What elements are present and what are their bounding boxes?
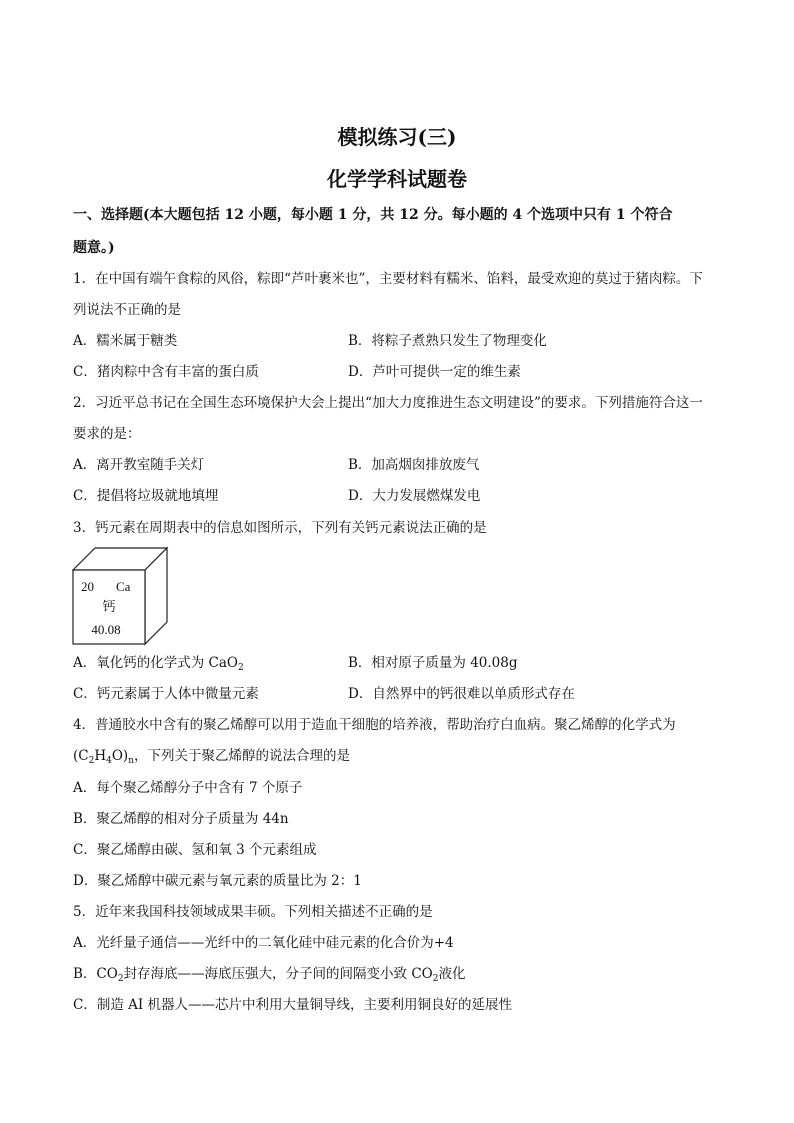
q2-stem-cont: 要求的是： [73,426,141,442]
q4-formula-sub: n [128,756,134,766]
q3-stem: 3．钙元素在周期表中的信息如图所示，下列有关钙元素说法正确的是 [73,520,487,536]
q2-option-c: C．提倡将垃圾就地填埋 [73,488,219,504]
q5-option-b-text: 封存海底——海底压强大，分子间的间隔变小致 CO [123,966,433,982]
element-name: 钙 [102,600,116,615]
q3-option-c: C．钙元素属于人体中微量元素 [73,686,259,702]
periodic-table-cell [72,546,172,646]
q5-option-b [73,964,466,989]
q4-stem: 4．普通胶水中含有的聚乙烯醇可以用于造血干细胞的培养液，帮助治疗白血病。聚乙烯醇的化学式为 [73,717,676,733]
section-heading-cont: 题意。) [73,240,115,256]
q4-formula-part: H [94,748,107,764]
q3-option-b: B．相对原子质量为 40.08g [348,655,518,671]
section-heading: 一、选择题(本大题包括 12 小题，每小题 1 分，共 12 分。每小题的 4 个选项中只有 1 个符合 [73,207,673,223]
q4-formula-sub: 2 [88,756,95,766]
q4-stem-cont [73,746,350,771]
q4-formula-part: (C [73,748,89,764]
q3-option-a-text: A．氧化钙的化学式为 CaO [73,655,238,671]
q1-option-c: C．猪肉粽中含有丰富的蛋白质 [73,364,259,380]
q4-formula-sub: 4 [106,756,112,766]
q1-stem: 1．在中国有端午食粽的风俗，粽即“芦叶裹米也”，主要材料有糯米、馅料，最受欢迎的莫过于猪肉粽。下 [73,271,703,287]
q5-stem: 5．近年来我国科技领域成果丰硕。下列相关描述不正确的是 [73,904,433,920]
page-title: 模拟练习(三) [337,125,457,149]
q4-option-d: D．聚乙烯醇中碳元素与氧元素的质量比为 2：1 [73,873,362,889]
q5-option-b-text: B．CO [73,966,118,982]
page-subtitle: 化学学科试题卷 [327,167,467,191]
q5-option-a: A．光纤量子通信——光纤中的二氧化硅中硅元素的化合价为+4 [73,935,454,951]
cube-outline [72,546,172,646]
atomic-mass: 40.08 [91,622,121,637]
q1-option-b: B．将粽子煮熟只发生了物理变化 [348,333,547,349]
q4-option-c: C．聚乙烯醇由碳、氢和氧 3 个元素组成 [73,842,317,858]
q5-option-c: C．制造 AI 机器人——芯片中利用大量铜导线，主要利用铜良好的延展性 [73,997,512,1013]
q4-formula-part: O) [111,748,129,764]
q4-option-a: A．每个聚乙烯醇分子中含有 7 个原子 [73,780,303,796]
q1-stem-cont: 列说法不正确的是 [73,302,181,318]
q3-option-a-sub: 2 [238,663,244,673]
q4-stem-rest: ，下列关于聚乙烯醇的说法合理的是 [134,748,350,764]
q1-option-d: D．芦叶可提供一定的维生素 [348,364,521,380]
q4-option-b: B．聚乙烯醇的相对分子质量为 44n [73,811,289,827]
q5-option-b-sub: 2 [117,974,124,984]
element-symbol: Ca [116,579,131,594]
q5-option-b-text: 液化 [438,966,466,982]
q3-option-a [73,653,244,678]
q2-option-a: A．离开教室随手关灯 [73,457,205,473]
q1-option-a: A．糯米属于糖类 [73,333,178,349]
q3-option-d: D．自然界中的钙很难以单质形式存在 [348,686,575,702]
q5-option-b-sub: 2 [432,974,439,984]
q2-option-b: B．加高烟囱排放废气 [348,457,480,473]
atomic-number: 20 [81,579,94,594]
q2-option-d: D．大力发展燃煤发电 [348,488,481,504]
q2-stem: 2．习近平总书记在全国生态环境保护大会上提出“加大力度推进生态文明建设”的要求。下列措施符合这一 [73,395,703,411]
